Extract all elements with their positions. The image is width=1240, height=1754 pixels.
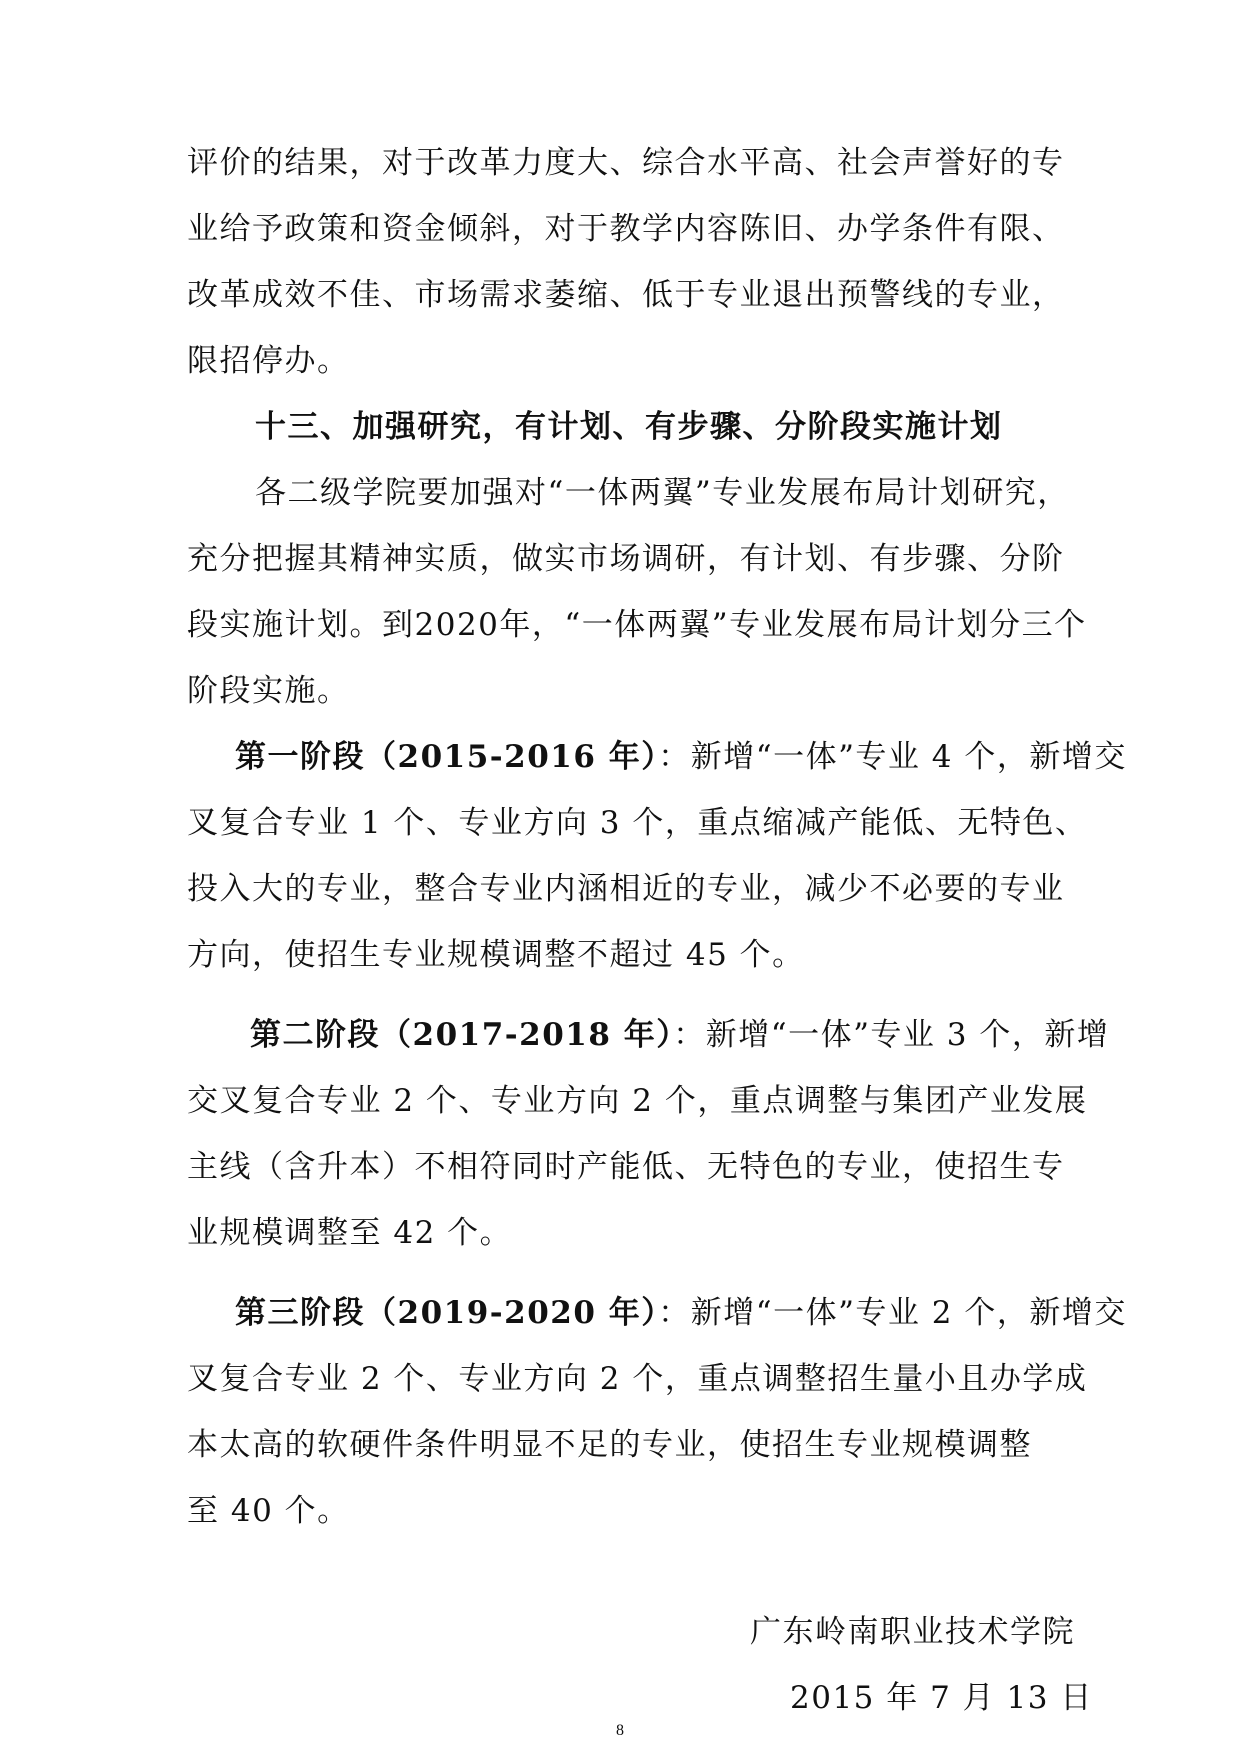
paragraph-line: 改革成效不佳、市场需求萎缩、低于专业退出预警线的专业， bbox=[187, 277, 1065, 313]
section-heading: 十三、加强研究，有计划、有步骤、分阶段实施计划 bbox=[255, 409, 1003, 445]
paragraph-line: 主线（含升本）不相符同时产能低、无特色的专业，使招生专 bbox=[187, 1149, 1065, 1185]
stage-1-first-line bbox=[235, 737, 1127, 777]
stage-2-first-line bbox=[250, 1015, 1109, 1055]
paragraph-line: 业规模调整至 42 个。 bbox=[187, 1215, 513, 1251]
paragraph-line: 评价的结果，对于改革力度大、综合水平高、社会声誉好的专 bbox=[187, 145, 1065, 181]
stage-3-first-line bbox=[235, 1293, 1127, 1333]
paragraph-line: 方向，使招生专业规模调整不超过 45 个。 bbox=[187, 937, 805, 973]
paragraph-line: 各二级学院要加强对“一体两翼”专业发展布局计划研究， bbox=[255, 475, 1070, 511]
paragraph-line: 交叉复合专业 2 个、专业方向 2 个，重点调整与集团产业发展 bbox=[187, 1083, 1088, 1119]
signature-institution: 广东岭南职业技术学院 bbox=[750, 1614, 1075, 1650]
paragraph-line: 限招停办。 bbox=[187, 343, 350, 379]
stage-3-text: ：新增“一体”专业 2 个，新增交 bbox=[658, 1295, 1127, 1331]
paragraph-line: 本太高的软硬件条件明显不足的专业，使招生专业规模调整 bbox=[187, 1427, 1032, 1463]
paragraph-line: 业给予政策和资金倾斜，对于教学内容陈旧、办学条件有限、 bbox=[187, 211, 1065, 247]
stage-1-text: ：新增“一体”专业 4 个，新增交 bbox=[658, 739, 1127, 775]
paragraph-line: 段实施计划。到2020年，“一体两翼”专业发展布局计划分三个 bbox=[187, 607, 1087, 643]
stage-2-text: ：新增“一体”专业 3 个，新增 bbox=[673, 1017, 1110, 1053]
paragraph-line: 投入大的专业，整合专业内涵相近的专业，减少不必要的专业 bbox=[187, 871, 1065, 907]
stage-2-label: 第二阶段（2017-2018 年） bbox=[250, 1017, 674, 1053]
page-number: 8 bbox=[616, 1722, 624, 1739]
paragraph-line: 充分把握其精神实质，做实市场调研，有计划、有步骤、分阶 bbox=[187, 541, 1065, 577]
paragraph-line: 叉复合专业 2 个、专业方向 2 个，重点调整招生量小且办学成 bbox=[187, 1361, 1088, 1397]
stage-1-label: 第一阶段（2015-2016 年） bbox=[235, 739, 659, 775]
paragraph-line: 叉复合专业 1 个、专业方向 3 个，重点缩减产能低、无特色、 bbox=[187, 805, 1088, 841]
signature-date: 2015 年 7 月 13 日 bbox=[790, 1680, 1093, 1716]
paragraph-line: 至 40 个。 bbox=[187, 1493, 350, 1529]
paragraph-line: 阶段实施。 bbox=[187, 673, 350, 709]
stage-3-label: 第三阶段（2019-2020 年） bbox=[235, 1295, 659, 1331]
